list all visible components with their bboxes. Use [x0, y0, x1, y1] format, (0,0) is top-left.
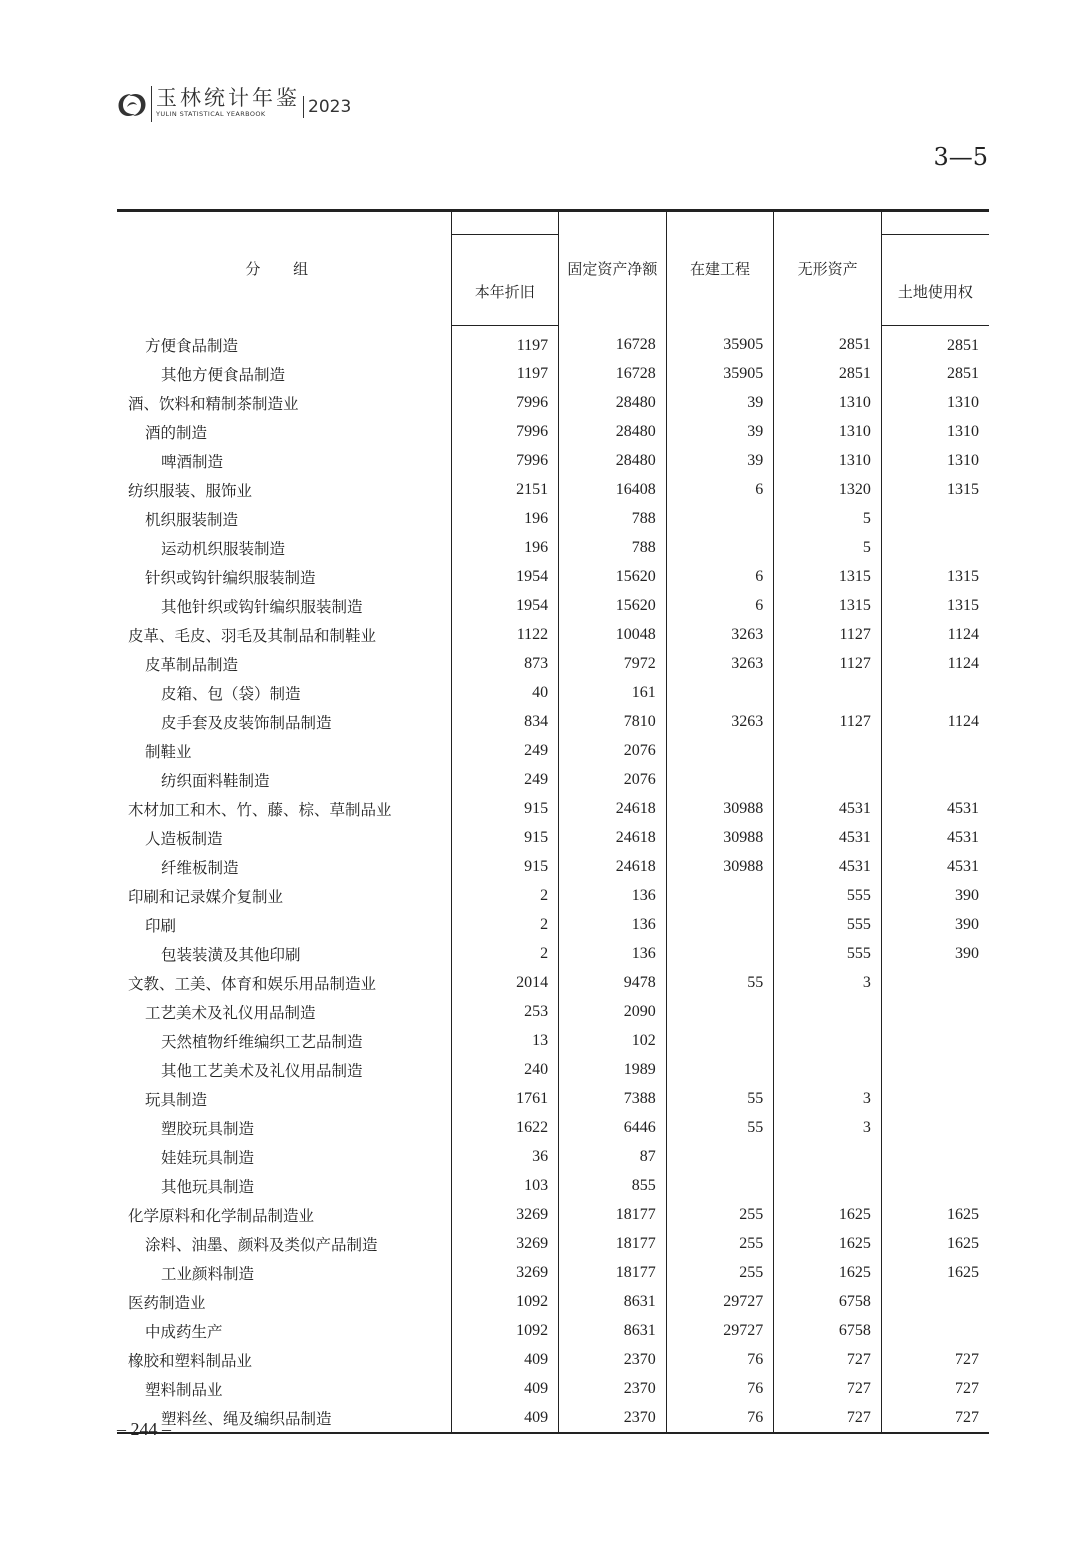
row-label: 纤维板制造 [161, 858, 239, 877]
row-value: 161 [559, 678, 667, 707]
row-value [666, 504, 774, 533]
table-row [117, 533, 989, 562]
row-label: 机织服装制造 [145, 510, 239, 529]
row-value: 6 [666, 591, 774, 620]
row-value: 6758 [774, 1287, 882, 1316]
statistics-table [117, 209, 989, 1434]
row-label: 涂料、油墨、颜料及类似产品制造 [145, 1235, 378, 1254]
table-row [117, 968, 989, 997]
row-value: 2851 [774, 326, 882, 360]
row-value: 35905 [666, 326, 774, 360]
row-label: 文教、工美、体育和娱乐用品制造业 [128, 974, 377, 993]
row-value: 1625 [881, 1258, 989, 1287]
row-value: 3263 [666, 649, 774, 678]
row-value: 2 [451, 910, 559, 939]
row-value [774, 765, 882, 794]
row-value: 1127 [774, 620, 882, 649]
table-row [117, 678, 989, 707]
column-header-spacer [881, 211, 989, 235]
row-value: 3 [774, 968, 882, 997]
row-value [666, 1142, 774, 1171]
row-value [666, 736, 774, 765]
row-value: 1625 [774, 1229, 882, 1258]
row-value: 1622 [451, 1113, 559, 1142]
row-value [774, 1142, 882, 1171]
row-label: 酒的制造 [145, 423, 208, 442]
row-value: 2851 [881, 326, 989, 360]
row-value [774, 1171, 882, 1200]
row-label: 印刷 [145, 916, 177, 935]
row-value: 409 [451, 1345, 559, 1374]
row-value: 255 [666, 1258, 774, 1287]
row-value [666, 939, 774, 968]
row-value: 1625 [774, 1200, 882, 1229]
row-value [774, 736, 882, 765]
row-label: 橡胶和塑料制品业 [128, 1351, 253, 1370]
table-row [117, 1374, 989, 1403]
row-value [666, 1026, 774, 1055]
row-value: 3263 [666, 707, 774, 736]
row-value: 9478 [559, 968, 667, 997]
row-value: 1127 [774, 707, 882, 736]
row-value: 4531 [881, 852, 989, 881]
row-value: 4531 [881, 823, 989, 852]
column-header-land-use-right: 土地使用权 [881, 235, 989, 326]
row-value: 16408 [559, 475, 667, 504]
row-value [881, 678, 989, 707]
row-value: 3269 [451, 1258, 559, 1287]
column-header-construction-in-progress: 在建工程 [666, 211, 774, 326]
yearbook-year: 2023 [303, 96, 351, 118]
row-label: 塑料制品业 [145, 1380, 223, 1399]
row-value: 555 [774, 881, 882, 910]
row-value: 15620 [559, 591, 667, 620]
row-value [666, 1171, 774, 1200]
row-value [881, 1171, 989, 1200]
table-row [117, 1113, 989, 1142]
row-value: 873 [451, 649, 559, 678]
row-value: 727 [774, 1345, 882, 1374]
row-value [881, 997, 989, 1026]
row-value: 7810 [559, 707, 667, 736]
row-value: 1625 [774, 1258, 882, 1287]
row-value: 2014 [451, 968, 559, 997]
row-label: 人造板制造 [145, 829, 223, 848]
table-row [117, 881, 989, 910]
row-value: 727 [881, 1345, 989, 1374]
column-header-net-fixed-assets: 固定资产净额 [559, 211, 667, 326]
table-row [117, 852, 989, 881]
row-label: 酒、饮料和精制茶制造业 [128, 394, 299, 413]
row-value: 1315 [881, 475, 989, 504]
row-value: 1625 [881, 1200, 989, 1229]
table-row [117, 1345, 989, 1374]
row-value [774, 678, 882, 707]
row-label: 运动机织服装制造 [161, 539, 286, 558]
row-label: 其他玩具制造 [161, 1177, 255, 1196]
row-value: 24618 [559, 852, 667, 881]
row-value: 249 [451, 736, 559, 765]
row-value: 255 [666, 1200, 774, 1229]
row-value: 1127 [774, 649, 882, 678]
row-value: 1310 [774, 417, 882, 446]
row-value: 6 [666, 475, 774, 504]
table-row [117, 1258, 989, 1287]
row-value: 39 [666, 388, 774, 417]
row-value: 76 [666, 1403, 774, 1433]
table-row [117, 1403, 989, 1433]
row-value [774, 997, 882, 1026]
row-value: 915 [451, 823, 559, 852]
row-value [881, 1316, 989, 1345]
table-row [117, 1171, 989, 1200]
row-value: 2 [451, 881, 559, 910]
row-value: 55 [666, 1113, 774, 1142]
row-value: 1761 [451, 1084, 559, 1113]
row-value: 2851 [881, 359, 989, 388]
table-row [117, 1316, 989, 1345]
table-row [117, 939, 989, 968]
row-value: 1315 [881, 562, 989, 591]
yearbook-title [151, 86, 300, 122]
row-value: 1124 [881, 707, 989, 736]
row-value: 555 [774, 910, 882, 939]
row-value: 55 [666, 968, 774, 997]
row-value [881, 1142, 989, 1171]
row-value [666, 910, 774, 939]
row-value: 10048 [559, 620, 667, 649]
table-row [117, 591, 989, 620]
row-value: 3269 [451, 1229, 559, 1258]
row-value: 76 [666, 1374, 774, 1403]
row-value: 1315 [881, 591, 989, 620]
row-value: 390 [881, 910, 989, 939]
column-header-intangible-assets: 无形资产 [774, 211, 882, 326]
row-value: 1197 [451, 359, 559, 388]
table-row [117, 1084, 989, 1113]
row-label: 娃娃玩具制造 [161, 1148, 255, 1167]
row-value: 8631 [559, 1316, 667, 1345]
row-value [666, 1055, 774, 1084]
row-label: 纺织服装、服饰业 [128, 481, 253, 500]
row-value: 87 [559, 1142, 667, 1171]
row-value: 18177 [559, 1229, 667, 1258]
row-value: 136 [559, 910, 667, 939]
row-label: 印刷和记录媒介复制业 [128, 887, 284, 906]
row-label: 针织或钩针编织服装制造 [145, 568, 316, 587]
row-value: 727 [881, 1374, 989, 1403]
row-value: 1124 [881, 649, 989, 678]
row-value: 1315 [774, 591, 882, 620]
table-row [117, 620, 989, 649]
row-value: 55 [666, 1084, 774, 1113]
row-label: 其他针织或钩针编织服装制造 [161, 597, 363, 616]
row-value: 103 [451, 1171, 559, 1200]
table-row [117, 417, 989, 446]
row-value: 4531 [774, 852, 882, 881]
row-value: 409 [451, 1374, 559, 1403]
row-value: 2076 [559, 736, 667, 765]
table-row [117, 388, 989, 417]
row-value: 6758 [774, 1316, 882, 1345]
row-value: 727 [881, 1403, 989, 1433]
row-label: 工业颜料制造 [161, 1264, 255, 1283]
row-value: 1092 [451, 1316, 559, 1345]
row-value: 2151 [451, 475, 559, 504]
table-row [117, 794, 989, 823]
row-value: 1122 [451, 620, 559, 649]
row-label: 木材加工和木、竹、藤、棕、草制品业 [128, 800, 392, 819]
row-value: 1310 [774, 446, 882, 475]
row-value: 255 [666, 1229, 774, 1258]
row-value: 2370 [559, 1374, 667, 1403]
row-value: 39 [666, 446, 774, 475]
row-value: 2 [451, 939, 559, 968]
table-row [117, 1055, 989, 1084]
row-value: 7996 [451, 388, 559, 417]
row-value: 16728 [559, 326, 667, 360]
row-value: 136 [559, 939, 667, 968]
row-value: 16728 [559, 359, 667, 388]
row-value: 2851 [774, 359, 882, 388]
row-label: 啤酒制造 [161, 452, 224, 471]
row-value [666, 765, 774, 794]
row-value [774, 1026, 882, 1055]
row-value: 29727 [666, 1316, 774, 1345]
row-label: 包装装潢及其他印刷 [161, 945, 301, 964]
row-label: 皮手套及皮装饰制品制造 [161, 713, 332, 732]
row-value: 855 [559, 1171, 667, 1200]
row-value: 5 [774, 504, 882, 533]
row-value [881, 1287, 989, 1316]
row-value [774, 1055, 882, 1084]
column-header-depreciation: 本年折旧 [451, 235, 559, 326]
row-value: 788 [559, 533, 667, 562]
row-value: 15620 [559, 562, 667, 591]
table-row [117, 562, 989, 591]
table-row [117, 446, 989, 475]
table-row [117, 997, 989, 1026]
row-value [881, 1084, 989, 1113]
row-value: 249 [451, 765, 559, 794]
row-value: 24618 [559, 794, 667, 823]
row-value: 39 [666, 417, 774, 446]
row-value [881, 1055, 989, 1084]
table-row [117, 736, 989, 765]
row-value: 1315 [774, 562, 882, 591]
row-value: 30988 [666, 852, 774, 881]
yearbook-logo-icon [115, 90, 149, 120]
table-row [117, 359, 989, 388]
row-value: 253 [451, 997, 559, 1026]
table-row [117, 475, 989, 504]
row-value: 28480 [559, 446, 667, 475]
row-value: 3269 [451, 1200, 559, 1229]
row-value: 8631 [559, 1287, 667, 1316]
row-value [881, 736, 989, 765]
row-value: 1320 [774, 475, 882, 504]
row-value: 7388 [559, 1084, 667, 1113]
row-value: 2370 [559, 1345, 667, 1374]
row-value: 1124 [881, 620, 989, 649]
row-value: 7972 [559, 649, 667, 678]
row-label: 其他方便食品制造 [161, 365, 286, 384]
row-value [881, 504, 989, 533]
row-value: 13 [451, 1026, 559, 1055]
row-value: 30988 [666, 794, 774, 823]
row-value: 7996 [451, 417, 559, 446]
page-number: – 244 – [117, 1419, 171, 1439]
row-value: 29727 [666, 1287, 774, 1316]
row-value [881, 533, 989, 562]
row-value: 1625 [881, 1229, 989, 1258]
row-value [666, 997, 774, 1026]
row-label: 化学原料和化学制品制造业 [128, 1206, 315, 1225]
row-value: 2370 [559, 1403, 667, 1433]
row-value: 196 [451, 533, 559, 562]
row-value: 76 [666, 1345, 774, 1374]
row-value: 1989 [559, 1055, 667, 1084]
row-value: 1310 [881, 446, 989, 475]
row-label: 中成药生产 [145, 1322, 223, 1341]
row-label: 医药制造业 [128, 1293, 206, 1312]
row-value: 2090 [559, 997, 667, 1026]
row-value: 1954 [451, 591, 559, 620]
row-value: 35905 [666, 359, 774, 388]
row-value: 18177 [559, 1258, 667, 1287]
row-value: 4531 [774, 794, 882, 823]
table-number: 3—5 [933, 143, 988, 171]
row-value: 915 [451, 852, 559, 881]
yearbook-title-cn: 玉林统计年鉴 [156, 86, 300, 110]
row-value: 196 [451, 504, 559, 533]
row-label: 其他工艺美术及礼仪用品制造 [161, 1061, 363, 1080]
row-value: 24618 [559, 823, 667, 852]
row-value: 390 [881, 939, 989, 968]
row-label: 塑胶玩具制造 [161, 1119, 255, 1138]
row-label: 方便食品制造 [145, 337, 239, 356]
row-label: 纺织面料鞋制造 [161, 771, 270, 790]
row-label: 制鞋业 [145, 742, 192, 761]
table-row [117, 910, 989, 939]
yearbook-title-en: YULIN STATISTICAL YEARBOOK [156, 110, 266, 118]
row-value: 7996 [451, 446, 559, 475]
row-value [881, 968, 989, 997]
table-row [117, 1142, 989, 1171]
row-value: 4531 [881, 794, 989, 823]
row-value: 30988 [666, 823, 774, 852]
row-value: 102 [559, 1026, 667, 1055]
column-header-group: 分 组 [117, 211, 451, 326]
row-value [881, 1026, 989, 1055]
row-value: 18177 [559, 1200, 667, 1229]
row-value [666, 881, 774, 910]
row-value: 6446 [559, 1113, 667, 1142]
table-row [117, 649, 989, 678]
row-value: 555 [774, 939, 882, 968]
row-value: 28480 [559, 417, 667, 446]
row-label: 皮革、毛皮、羽毛及其制品和制鞋业 [128, 626, 377, 645]
row-value: 1310 [774, 388, 882, 417]
table-row [117, 823, 989, 852]
row-label: 天然植物纤维编织工艺品制造 [161, 1032, 363, 1051]
row-label: 皮箱、包（袋）制造 [161, 684, 301, 703]
row-value [881, 765, 989, 794]
row-label: 皮革制品制造 [145, 655, 239, 674]
row-value: 390 [881, 881, 989, 910]
row-value: 136 [559, 881, 667, 910]
row-value: 1310 [881, 417, 989, 446]
row-value: 727 [774, 1403, 882, 1433]
row-label: 玩具制造 [145, 1090, 208, 1109]
table-row [117, 765, 989, 794]
row-value: 1092 [451, 1287, 559, 1316]
row-value: 40 [451, 678, 559, 707]
table-row [117, 1287, 989, 1316]
row-value: 915 [451, 794, 559, 823]
row-value: 788 [559, 504, 667, 533]
row-value: 1310 [881, 388, 989, 417]
table-row [117, 707, 989, 736]
row-value: 28480 [559, 388, 667, 417]
row-value: 2076 [559, 765, 667, 794]
row-value: 727 [774, 1374, 882, 1403]
table-row [117, 326, 989, 360]
row-label: 工艺美术及礼仪用品制造 [145, 1003, 316, 1022]
row-value: 36 [451, 1142, 559, 1171]
row-value: 5 [774, 533, 882, 562]
row-value: 1954 [451, 562, 559, 591]
row-value: 409 [451, 1403, 559, 1433]
row-value: 3 [774, 1113, 882, 1142]
row-value: 1197 [451, 326, 559, 360]
row-value [881, 1113, 989, 1142]
table-row [117, 504, 989, 533]
row-value: 4531 [774, 823, 882, 852]
row-value: 6 [666, 562, 774, 591]
table-row [117, 1229, 989, 1258]
row-value: 3 [774, 1084, 882, 1113]
row-value: 240 [451, 1055, 559, 1084]
row-value: 834 [451, 707, 559, 736]
row-value [666, 678, 774, 707]
row-value: 3263 [666, 620, 774, 649]
column-header-spacer [451, 211, 559, 235]
row-label: 塑料丝、绳及编织品制造 [117, 1403, 451, 1433]
table-body [117, 326, 989, 1434]
table-row [117, 1200, 989, 1229]
table-row [117, 1026, 989, 1055]
row-value [666, 533, 774, 562]
